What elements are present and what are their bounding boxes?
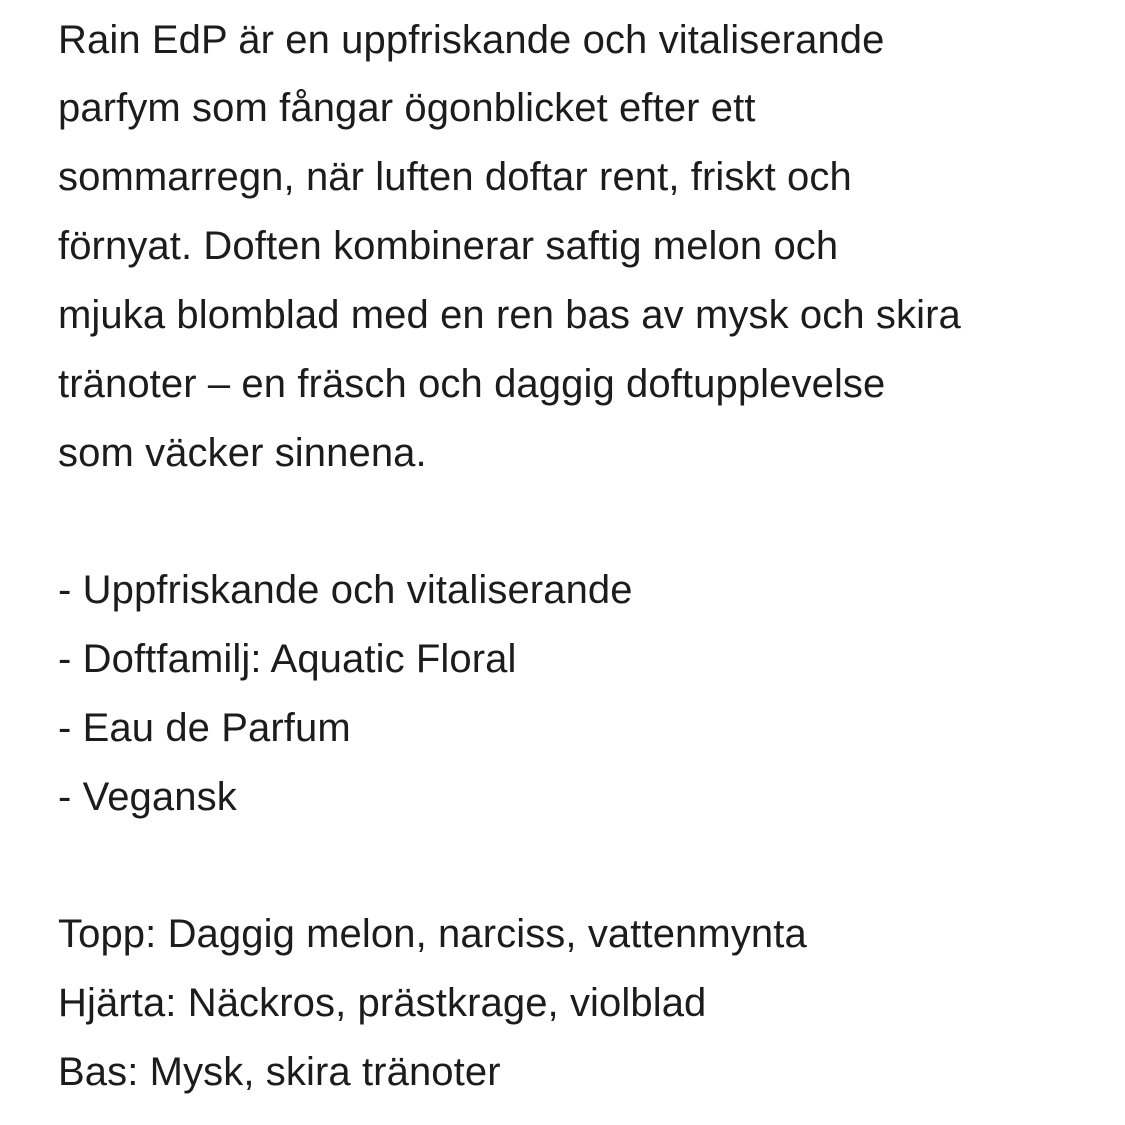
description-line: Rain EdP är en uppfriskande och vitaliserande [58, 18, 885, 62]
top-notes: Topp: Daggig melon, narciss, vattenmynta [58, 912, 807, 956]
feature-item: - Uppfriskande och vitaliserande [58, 568, 633, 612]
description-line: parfym som fångar ögonblicket efter ett [58, 86, 756, 130]
description-line: sommarregn, när luften doftar rent, friskt och [58, 155, 852, 199]
feature-item: - Vegansk [58, 775, 237, 819]
description-line: förnyat. Doften kombinerar saftig melon och [58, 224, 839, 268]
description-line: som väcker sinnena. [58, 431, 427, 475]
base-notes: Bas: Mysk, skira tränoter [58, 1050, 501, 1094]
description-line: mjuka blomblad med en ren bas av mysk och skira [58, 293, 961, 337]
feature-item: - Doftfamilj: Aquatic Floral [58, 637, 517, 681]
feature-item: - Eau de Parfum [58, 706, 351, 750]
description-line: tränoter – en fräsch och daggig doftupplevelse [58, 362, 886, 406]
heart-notes: Hjärta: Näckros, prästkrage, violblad [58, 981, 707, 1025]
